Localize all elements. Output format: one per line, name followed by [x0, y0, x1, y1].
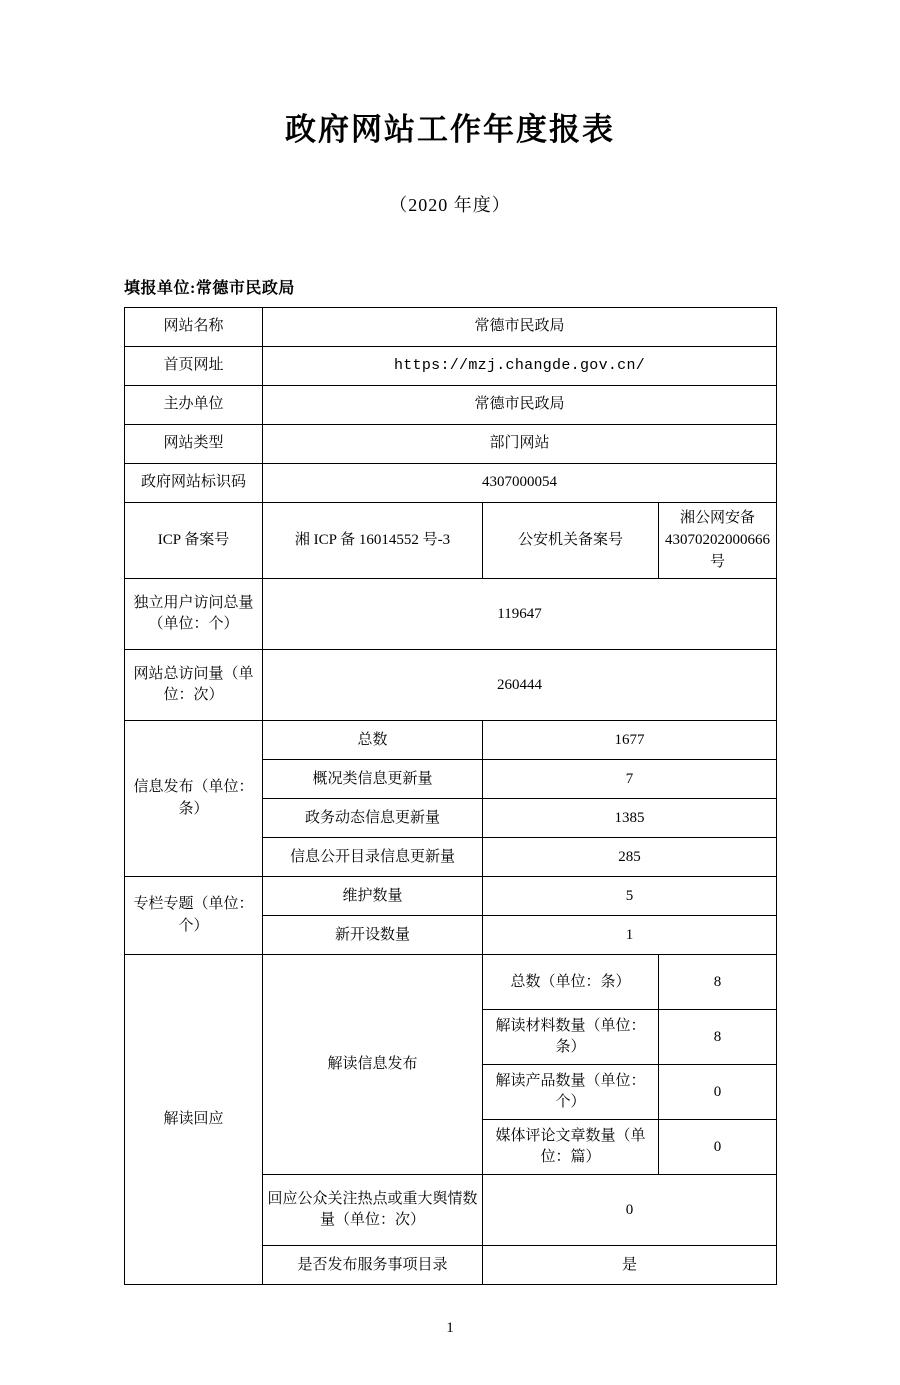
table-row: [125, 503, 777, 579]
special-maintain-value: 5: [483, 877, 777, 916]
site-name-label: 网站名称: [125, 308, 263, 347]
hotspot-response-value: 0: [483, 1175, 777, 1246]
table-row: [125, 877, 777, 916]
info-dynamic-label: 政务动态信息更新量: [263, 799, 483, 838]
table-row: [125, 579, 777, 650]
table-row: [125, 464, 777, 503]
info-dynamic-value: 1385: [483, 799, 777, 838]
interpret-material-label: 解读材料数量（单位：条）: [483, 1010, 659, 1065]
info-catalog-label: 信息公开目录信息更新量: [263, 838, 483, 877]
table-row: [125, 347, 777, 386]
info-overview-value: 7: [483, 760, 777, 799]
interpret-total-label: 总数（单位：条）: [483, 955, 659, 1010]
special-column-label: 专栏专题（单位：个）: [125, 877, 263, 955]
media-comment-value: 0: [659, 1120, 777, 1175]
info-total-label: 总数: [263, 721, 483, 760]
service-catalog-value: 是: [483, 1246, 777, 1285]
filler-unit-label: 填报单位:常德市民政局: [124, 280, 295, 298]
homepage-label: 首页网址: [125, 347, 263, 386]
unique-visitors-label: 独立用户访问总量（单位：个）: [125, 579, 263, 650]
sponsor-label: 主办单位: [125, 386, 263, 425]
police-record-label: 公安机关备案号: [483, 503, 659, 579]
police-record-value: 湘公网安备 43070202000666 号: [659, 503, 777, 579]
service-catalog-label: 是否发布服务事项目录: [263, 1246, 483, 1285]
icp-label: ICP 备案号: [125, 503, 263, 579]
annual-report-table: [124, 307, 777, 1285]
total-visits-label: 网站总访问量（单位：次）: [125, 650, 263, 721]
site-name-value: 常德市民政局: [263, 308, 777, 347]
table-row: [125, 721, 777, 760]
table-row: [125, 955, 777, 1010]
homepage-value: https://mzj.changde.gov.cn/: [263, 347, 777, 386]
icp-value: 湘 ICP 备 16014552 号-3: [263, 503, 483, 579]
table-row: [125, 650, 777, 721]
interpret-product-value: 0: [659, 1065, 777, 1120]
table-row: [125, 425, 777, 464]
info-total-value: 1677: [483, 721, 777, 760]
hotspot-response-label: 回应公众关注热点或重大舆情数量（单位：次）: [263, 1175, 483, 1246]
info-publish-label: 信息发布（单位：条）: [125, 721, 263, 877]
sponsor-value: 常德市民政局: [263, 386, 777, 425]
document-page: [0, 112, 900, 1385]
page-number: 1: [446, 1320, 454, 1336]
interpret-material-value: 8: [659, 1010, 777, 1065]
table-row: [125, 386, 777, 425]
media-comment-label: 媒体评论文章数量（单位：篇）: [483, 1120, 659, 1175]
total-visits-value: 260444: [263, 650, 777, 721]
interpret-product-label: 解读产品数量（单位：个）: [483, 1065, 659, 1120]
interpret-publish-label: 解读信息发布: [263, 955, 483, 1175]
page-subtitle: （2020 年度）: [389, 195, 511, 216]
unique-visitors-value: 119647: [263, 579, 777, 650]
special-maintain-label: 维护数量: [263, 877, 483, 916]
site-code-value: 4307000054: [263, 464, 777, 503]
site-type-value: 部门网站: [263, 425, 777, 464]
info-overview-label: 概况类信息更新量: [263, 760, 483, 799]
interpret-total-value: 8: [659, 955, 777, 1010]
special-new-label: 新开设数量: [263, 916, 483, 955]
interpret-response-label: 解读回应: [125, 955, 263, 1285]
site-code-label: 政府网站标识码: [125, 464, 263, 503]
special-new-value: 1: [483, 916, 777, 955]
site-type-label: 网站类型: [125, 425, 263, 464]
table-row: [125, 308, 777, 347]
info-catalog-value: 285: [483, 838, 777, 877]
page-title: 政府网站工作年度报表: [285, 112, 615, 148]
